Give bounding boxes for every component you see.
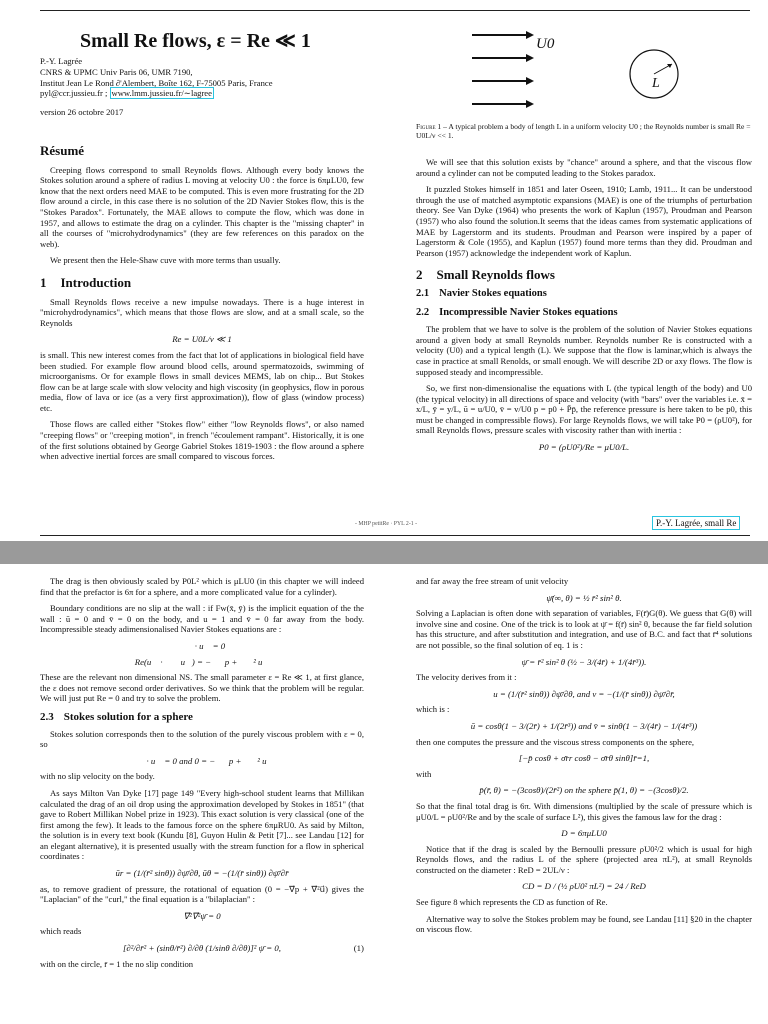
resume-paragraph-2: We present then the Hele-Shaw cuve with more terms than usually.	[50, 255, 281, 266]
continuity-equation: ∇⃗ · u⃗ = 0	[178, 640, 226, 651]
drag-law-equation: D = 6πμLU0	[561, 828, 607, 839]
subsection-title: Stokes solution for a sphere	[63, 710, 193, 723]
reynolds-equation: Re = U0L/ν ≪ 1	[172, 334, 232, 345]
flow-arrow-2	[472, 57, 528, 59]
right-column-p2	[416, 576, 752, 941]
which-reads-text: which reads	[40, 926, 82, 937]
page-footer-center: - MHP petitRe · PYL 2-1 -	[355, 521, 418, 527]
arrow-head-icon	[526, 31, 534, 39]
flow-arrow-3	[472, 80, 528, 82]
intro-paragraph-3: Those flows are called either "Stokes flow" either "low Reynolds flows", or also named "creeping flows" or "creeping motion", in french "écoulement rampant". Historically, it is one of the first solutions obtained by George Gabriel Stokes 1819-1903 : the flow around a sphere when advective inertial forces are small compared to viscous forces.	[40, 419, 364, 462]
section-title: Small Reynolds flows	[436, 267, 555, 283]
subsection-number: 2.2	[416, 306, 430, 318]
subsection-2-1-heading	[416, 289, 752, 300]
caption-label: Figure 1 –	[416, 122, 447, 131]
equation-1-number: (1)	[353, 943, 364, 954]
figure-1	[420, 24, 750, 124]
drag-coefficient-equation: CD = D / (½ ρU0² πL²) = 24 / ReD	[522, 881, 646, 892]
drag-paragraph: So that the final total drag is 6π. With dimensions (multiplied by the scale of pressure which is μU0/L = ρU0²/Re and by the scale of surface L²), this gives the famous law for the drag :	[416, 800, 752, 822]
subsection-number: 2.3	[40, 710, 54, 723]
affiliation-1: CNRS & UPMC Univ Paris 06, UMR 7190,	[40, 66, 193, 77]
pressure-equation: p̄(r̄, θ) = −(3cosθ)/(2r̄²) on the sphere p̄(1, θ) = −(3cosθ)/2.	[479, 785, 689, 796]
van-dyke-paragraph: As says Milton Van Dyke [17] page 149 "Every high-school student learns that Millikan calculated the drag of an oil drop using the approximation developed by Stokes in 1851" (that gave to Robert Millikan Nobel prize in 1923). This exact solution is very classical (one of the first among the few). It leads to the famous force on the sphere 6πμRU0. As said by Milton, the solution is in every text book (Kundu [8], Guyon Hulin & Petit [7]... see Landau [12] for an elegant alternative), it is presented usually with the stream function for a flow in spherical coordinates :	[40, 787, 364, 862]
left-column-p2	[40, 576, 364, 975]
caption-text: A typical problem a body of length L in a uniform velocity U0 ; the Reynolds number is small Re = U0L/ν << 1.	[416, 122, 751, 141]
see-figure-text: See figure 8 which represents the CD as function of Re.	[416, 897, 608, 908]
affiliation-2: Institut Jean Le Rond ∂'Alembert, Boîte 162, F-75005 Paris, France	[40, 77, 273, 88]
ns-paragraph-1: The problem that we have to solve is the problem of the solution of Navier Stokes equations around a given body at small Reynolds number. Reynolds number Re is constructed with a velocity (U0) and a typical length (L). We suppose that the flow is laminar,which is always the case in practice at small Renolds, or small enough. We will describe 2D or axy flows. The flow is supposed steady and incompressible.	[416, 324, 752, 377]
bernoulli-paragraph: Notice that if the drag is scaled by the Bernoulli pressure ρU0²/2 which is usual for high Reynolds flows, and the radius L of the sphere (projected area πL²), at small Reynolds constructed on the diameter : ReD = 2UL/ν :	[416, 843, 752, 875]
stream-solution-equation: ψ̄ = r̄² sin² θ (½ − 3/(4r̄) + 1/(4r̄³)).	[521, 656, 647, 667]
subsection-title: Incompressible Navier Stokes equations	[439, 306, 618, 318]
flow-arrow-4	[472, 103, 528, 105]
author-name: P.-Y. Lagrée	[40, 56, 83, 66]
equation-1	[40, 943, 364, 954]
far-field-text: and far away the free stream of unit velocity	[416, 576, 569, 586]
author-block	[40, 56, 273, 118]
flow-arrow-1	[472, 34, 528, 36]
resume-heading: Résumé	[40, 143, 85, 158]
stress-equation: [−p̄ cosθ + σ̄rr cosθ − σ̄rθ sinθ]r̄=1,	[518, 753, 650, 764]
velocity-label: U0	[536, 36, 555, 52]
section-1-heading	[40, 274, 364, 290]
stream-function-velocity: ūr = (1/(r̄² sinθ)) ∂ψ̄/∂θ, ūθ = −(1/(r̄ sinθ)) ∂ψ̄/∂r̄	[115, 868, 289, 879]
arrow-head-icon	[526, 54, 534, 62]
which-is-text: which is :	[416, 704, 450, 715]
separation-paragraph: Solving a Laplacian is often done with separation of variables, F(r̄)G(θ). We guess that G(θ) will involve sine and cosine. One of the trick is to look at ψ̄ = f(r̄) sin² θ, because the far field solution has this structure, and after substitution and integration, and use of B.C. and fact that r̄⁴ solutions are not possible, so the final solution of eq. 1 is :	[416, 608, 752, 650]
figure-1-caption	[416, 122, 752, 140]
arrow-head-icon	[526, 77, 534, 85]
contact-line	[40, 88, 273, 99]
document-page-2	[0, 564, 768, 1024]
length-label: L	[652, 76, 660, 91]
stress-text: then one computes the pressure and the viscous stress components on the sphere,	[416, 736, 695, 747]
intro-paragraph-1: Small Reynolds flows receive a new impulse nowadays. There is a huge interest in "microhydrodynamics", which means that those flows are slow, and at a small scale, so the Reynolds	[40, 296, 364, 328]
section-title: Introduction	[60, 274, 132, 290]
stokes-equations: ∇⃗ · u⃗ = 0 and 0 = −∇⃗p + ∇⃗² u⃗	[130, 755, 274, 766]
drag-scale-paragraph: The drag is then obviously scaled by P0L² which is μLU0 (in this chapter we will indeed find that the prefactor is 6π for a sphere, and a more complicated value for a cylinder).	[40, 576, 364, 597]
navier-stokes-equation: Re(u⃗ · ∇⃗ u⃗) = −∇⃗p + ∇⃗² u⃗	[134, 656, 270, 667]
right-paragraph-2: It puzzled Stokes himself in 1851 and later Oseen, 1910; Lamb, 1911... It can be understood through the use of matched asymptotic expansions (MAE) is one of the triumphs of perturbation theory. See Van Dyke (1964) who presents the work of Kaplun (1957), Proudman and Pearson (1957) who also found the solution.It seems that the ideas cames from systematic applications of MAE by Lagerstorm and its students. Proudman and Pearson were inspired by a paper of Lagerstorm & Cole (1955), and Kaplun (1957) found more terms than they did. Proudman and Pearson (1957) acknowledge the independent work of Kaplun.	[416, 184, 752, 258]
paper-title: Small Re flows, ε = Re ≪ 1	[80, 30, 311, 52]
pressure-scale-equation: P0 = (ρU0²)/Re = μU0/L.	[538, 442, 630, 453]
email-text: pyl@ccr.jussieu.fr ;	[40, 88, 108, 99]
velocity-definition-equation: u = (1/(r̄² sinθ)) ∂ψ̄/∂θ, and v = −(1/(r̄ sinθ)) ∂ψ̄/∂r̄,	[493, 688, 675, 699]
homepage-link[interactable]: www.lmm.jussieu.fr/∼lagree	[111, 88, 212, 99]
section-number: 1	[40, 274, 47, 290]
header-rule	[40, 10, 750, 11]
alternative-paragraph: Alternative way to solve the Stokes problem may be found, see Landau [11] §20 in the chapter on viscous flow.	[416, 913, 752, 935]
circle-condition-text: with on the circle, r̄ = 1 the no slip condition	[40, 958, 194, 969]
left-column-p1	[40, 140, 364, 468]
section-number: 2	[416, 267, 423, 283]
subsection-number: 2.1	[416, 287, 430, 299]
with-text: with	[416, 768, 432, 779]
resume-paragraph-1: Creeping flows correspond to small Reynolds flows. Although every body knows the Stokes solution around a sphere of radius L moving at velocity U0 : the force is 6πμLU0, few know that the next orders need MAE to be computed. This is even more frustrating for the 2D flow around a circle, in this case there is no solution of the 2D Navier Stokes flow, this is the "Stokes Paradox". Fortunately, the MAE allows to compute the flow, which was done in 1957, and allows to estimate the drag on a cylinder. This chapter is the "missing chapter" in all the courses of "microhydrodynamics" (they are few references on this paradox on the web).	[40, 164, 364, 249]
boundary-paragraph: Boundary conditions are no slip at the wall : if Fw(x̄, ȳ) is the implicit equation of the the wall : ū = 0 and v̄ = 0 on the body, and u = 1 and v̄ = 0 far away from the body. Incompressible steady adimensionalised Navier Stokes equations are :	[40, 603, 364, 635]
right-paragraph-1: We will see that this solution exists by "chance" around a sphere, and that the viscous flow around a cylinder can not be computed leading to the Stokes paradox.	[416, 157, 752, 178]
ns-paragraph-2: So, we first non-dimensionalise the equations with L (the typical length of the body) and U0 (the typical velocity) in all directions of space and velocity (with "bars" over the variables i.e. x̄ = x/L, ȳ = y/L, ū = u/U0, v̄ = v/U0 p = p0 + P̄p̄, the reference pressure is here taken to be p0, this must be changed in compressible flows). For large Reynolds flows, we will take P0 = (ρU0²), for small Reynolds flows, pressure scales with viscosity rather than with inertia :	[416, 383, 752, 436]
stokes-intro-paragraph: Stokes solution corresponds then to the solution of the purely viscous problem with ε = 0, so	[40, 728, 364, 750]
curl-paragraph: as, to remove gradient of pressure, the rotational of equation (0 = −∇⃗p + ∇⃗²u⃗) gives the "Laplacian" of the "curl," the final equation is a "bilaplacian" :	[40, 883, 364, 905]
page-footer-link[interactable]: P.-Y. Lagrée, small Re	[652, 516, 740, 530]
version-date: version 26 octobre 2017	[40, 107, 124, 118]
small-parameter-paragraph: These are the relevant non dimensional NS. The small parameter ε = Re ≪ 1, at first glance, the ε does not remove second order derivatives. So we think that the problem will be regular. We will just put Re = 0 and try to solve the problem.	[40, 672, 364, 704]
velocity-solution-equation: ū = cosθ(1 − 3/(2r̄) + 1/(2r̄³)) and v̄ = sinθ(1 − 3/(4r̄) − 1/(4r̄³))	[470, 720, 698, 731]
arrow-head-icon	[526, 100, 534, 108]
bilaplacian-equation: ∇⃗²∇⃗²ψ̄ = 0	[183, 910, 221, 921]
subsection-2-3-heading	[40, 712, 364, 723]
subsection-title: Navier Stokes equations	[439, 287, 547, 299]
sphere-diagram	[626, 46, 682, 102]
equation-1-body: [∂²/∂r̄² + (sinθ/r̄²) ∂/∂θ (1/sinθ ∂/∂θ)]² ψ̄ = 0,	[122, 943, 281, 954]
section-2-heading	[416, 267, 752, 283]
subsection-2-2-heading	[416, 308, 752, 319]
velocity-derives-text: The velocity derives from it :	[416, 672, 517, 683]
no-slip-sentence: with no slip velocity on the body.	[40, 771, 155, 782]
far-field-equation: ψ̄(∞, θ) = ½ r̄² sin² θ.	[546, 592, 622, 603]
right-column-p1	[416, 157, 752, 458]
intro-paragraph-2: is small. This new interest comes from the fact that lot of applications in biological field have been studied. For example flow around blood cells, around spermatozoids, swimming of microorganisms. Or for example flows in small devices MEMS, lab on chip... But Stokes flow can be at large scale with slow velocity and high viscosity (in geophysics, flow in porous media, flow of lava or ice (as a very first approximation)), flow of glass (window process) etc.	[40, 349, 364, 413]
footer-rule	[40, 535, 750, 536]
